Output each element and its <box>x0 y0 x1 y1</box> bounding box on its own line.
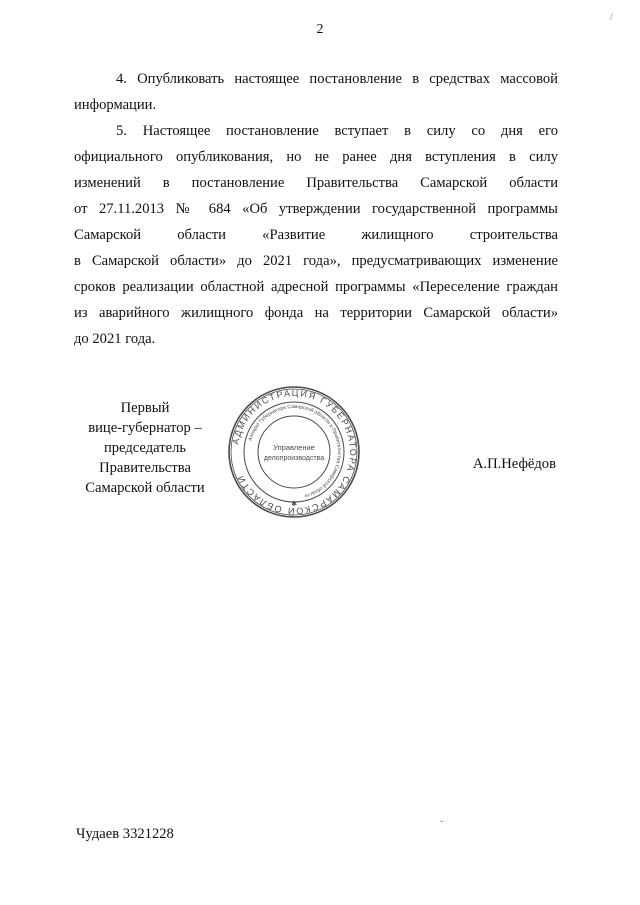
document-body <box>74 66 558 352</box>
executor-contact: Чудаев 3321228 <box>76 826 174 842</box>
seal-star-icon: ✱ <box>291 500 297 508</box>
paragraph-5-line-1: 5. Настоящее постановление вступает в силу со дня его <box>116 123 558 139</box>
signatory-title-line-4: Самарской области <box>85 480 205 496</box>
signatory-title-line-2: вице-губернатор – <box>88 420 202 436</box>
seal-center-line-2: делопроизводства <box>263 455 325 462</box>
seal-outer-text: АДМИНИСТРАЦИЯ ГУБЕРНАТОРА САМАРСКОЙ ОБЛАСТИ <box>230 387 359 517</box>
paragraph-5-line-3: изменений в постановление Правительства Самарской области <box>74 175 558 191</box>
seal-center-line-1: Управление <box>273 443 315 452</box>
paragraph-4 <box>74 66 558 118</box>
paragraph-5 <box>74 118 558 352</box>
paragraph-5-line-4: от 27.11.2013 № 684 «Об утверждении государственной программы <box>74 201 558 217</box>
signatory-title-line-3: председатель Правительства <box>99 440 191 476</box>
paragraph-5-line-2: официального опубликования, но не ранее дня вступления в силу <box>74 149 558 165</box>
signatory-name: А.П.Нефёдов <box>472 456 556 472</box>
scan-mark: ˇ <box>440 820 444 831</box>
paragraph-4-line-1: 4. Опубликовать настоящее постановление в средствах массовой <box>116 71 558 87</box>
paragraph-5-line-9: до 2021 года. <box>74 331 156 347</box>
paragraph-5-line-8: из аварийного жилищного фонда на территории Самарской области» <box>74 305 558 321</box>
paragraph-5-line-5: Самарской области «Развитие жилищного строительства <box>74 227 558 243</box>
signatory-title <box>60 398 230 498</box>
paragraph-5-line-7: сроков реализации областной адресной программы «Переселение граждан <box>74 279 558 295</box>
paragraph-4-line-2: информации. <box>74 97 157 113</box>
page-number: 2 <box>316 22 324 37</box>
seal-inner-text: Аппарат Губернатора Самарской области и Правительства Самарской области <box>247 403 343 499</box>
paragraph-5-line-6: в Самарской области» до 2021 года», предусматривающих изменение <box>74 253 558 269</box>
official-seal-stamp <box>226 384 362 520</box>
scan-mark: / <box>610 12 613 23</box>
signatory-title-line-1: Первый <box>120 400 170 416</box>
